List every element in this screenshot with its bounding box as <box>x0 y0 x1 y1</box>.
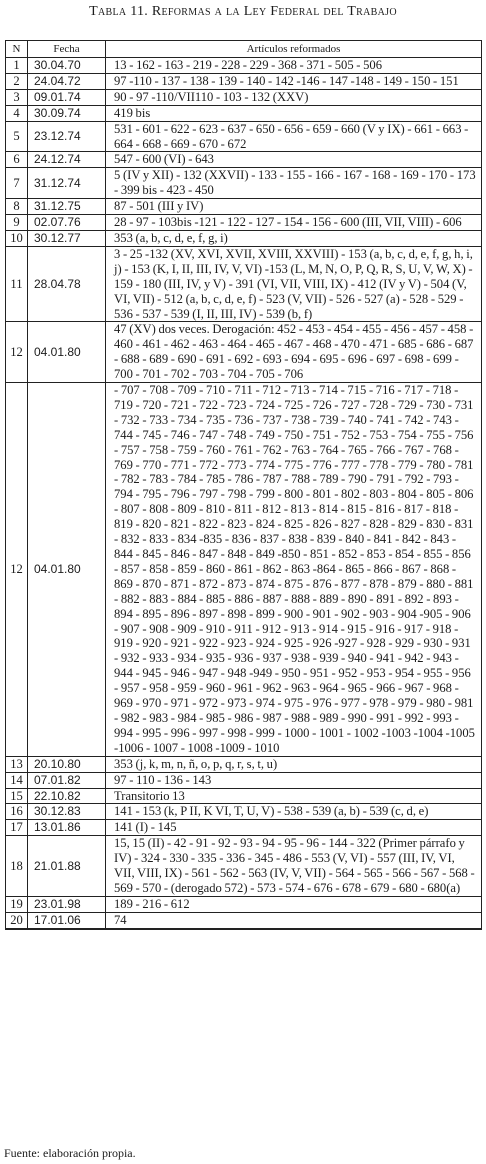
header-n: N <box>6 41 28 58</box>
row-date: 24.12.74 <box>28 152 106 168</box>
header-fecha: Fecha <box>28 41 106 58</box>
row-number: 2 <box>6 73 28 89</box>
row-articles: 97 -110 - 137 - 138 - 139 - 140 - 142 -146 - 147 -148 - 149 - 150 - 151 <box>106 73 482 89</box>
row-number: 4 <box>6 105 28 121</box>
table-row <box>6 788 482 804</box>
table-row <box>6 772 482 788</box>
row-date: 22.10.82 <box>28 788 106 804</box>
row-articles: 419 bis <box>106 105 482 121</box>
header-row <box>6 41 482 58</box>
row-articles: 97 - 110 - 136 - 143 <box>106 772 482 788</box>
table-row <box>6 836 482 897</box>
row-date: 28.04.78 <box>28 246 106 322</box>
row-articles: 547 - 600 (VI) - 643 <box>106 152 482 168</box>
row-date: 02.07.76 <box>28 215 106 231</box>
row-number: 18 <box>6 836 28 897</box>
row-number: 16 <box>6 804 28 820</box>
row-number: 3 <box>6 89 28 105</box>
header-articulos: Artículos reformados <box>106 41 482 58</box>
row-articles: 141 (I) - 145 <box>106 820 482 836</box>
table-row <box>6 756 482 772</box>
row-number: 13 <box>6 756 28 772</box>
row-date: 30.12.77 <box>28 230 106 246</box>
row-date: 31.12.74 <box>28 168 106 199</box>
row-articles: 531 - 601 - 622 - 623 - 637 - 650 - 656 - 659 - 660 (V y IX) - 661 - 663 - 664 - 668 - 669 - 670 - 672 <box>106 121 482 152</box>
table-row <box>6 820 482 836</box>
row-date: 30.09.74 <box>28 105 106 121</box>
row-articles: 47 (XV) dos veces. Derogación: 452 - 453 - 454 - 455 - 456 - 457 - 458 - 460 - 461 - 462 - 463 - 464 - 465 - 467 - 468 - 470 - 471 - 685 - 686 - 687 - 688 - 689 - 690 - 691 - 692 - 693 - 694 - 695 - 696 - 697 - 698 - 699 - 700 - 701 - 702 - 703 - 704 - 705 - 706 <box>106 322 482 383</box>
row-articles: 353 (j, k, m, n, ñ, o, p, q, r, s, t, u) <box>106 756 482 772</box>
source-note: Fuente: elaboración propia. <box>4 1146 136 1160</box>
table-title: Tabla 11. Reformas a la Ley Federal del Trabajo <box>89 4 397 19</box>
row-number: 20 <box>6 912 28 928</box>
row-number: 17 <box>6 820 28 836</box>
table-row <box>6 73 482 89</box>
table-row <box>6 804 482 820</box>
row-articles: - 707 - 708 - 709 - 710 - 711 - 712 - 713 - 714 - 715 - 716 - 717 - 718 - 719 - 720 - 721 - 722 - 723 - 724 - 725 - 726 - 727 - 728 - 729 - 730 - 731 - 732 - 733 - 734 - 735 - 736 - 737 - 738 - 739 - 740 - 741 - 742 - 743 - 744 - 745 - 746 - 747 - 748 - 749 - 750 - 751 - 752 - 753 - 754 - 755 - 756 - 757 - 758 - 759 - 760 - 761 - 762 - 763 - 764 - 765 - 766 - 767 - 768 - 769 - 770 - 771 - 772 - 773 - 774 - 775 - 776 - 777 - 778 - 779 - 780 - 781 - 782 - 783 - 784 - 785 - 786 - 787 - 788 - 789 - 790 - 791 - 792 - 793 - 794 - 795 - 796 - 797 - 798 - 799 - 800 - 801 - 802 - 803 - 804 - 805 - 806 - 807 - 808 - 809 - 810 - 811 - 812 - 813 - 814 - 815 - 816 - 817 - 818 - 819 - 820 - 821 - 822 - 823 - 824 - 825 - 826 - 827 - 828 - 829 - 830 - 831 - 832 - 833 - 834 -835 - 836 - 837 - 838 - 839 - 840 - 841 - 842 - 843 - 844 - 845 - 846 - 847 - 848 - 849 -850 - 851 - 852 - 853 - 854 - 855 - 856 - 857 - 858 - 859 - 860 - 861 - 862 - 863 -864 - 865 - 866 - 867 - 868 - 869 - 870 - 871 - 872 - 873 - 874 - 875 - 876 - 877 - 878 - 879 - 880 - 881 - 882 - 883 - 884 - 885 - 886 - 887 - 888 - 889 - 890 - 891 - 892 - 893 - 894 - 895 - 896 - 897 - 898 - 899 - 900 - 901 - 902 - 903 - 904 -905 - 906 - 907 - 908 - 909 - 910 - 911 - 912 - 913 - 914 - 915 - 916 - 917 - 918 - 919 - 920 - 921 - 922 - 923 - 924 - 925 - 926 -927 - 928 - 929 - 930 - 931 - 932 - 933 - 934 - 935 - 936 - 937 - 938 - 939 - 940 - 941 - 942 - 943 - 944 - 945 - 946 - 947 - 948 -949 - 950 - 951 - 952 - 953 - 954 - 955 - 956 - 957 - 958 - 959 - 960 - 961 - 962 - 963 - 964 - 965 - 966 - 967 - 968 - 969 - 970 - 971 - 972 - 973 - 974 - 975 - 976 - 977 - 978 - 979 - 980 - 981 - 982 - 983 - 984 - 985 - 986 - 987 - 988 - 989 - 990 - 991 - 992 - 993 - 994 - 995 - 996 - 997 - 998 - 999 - 1000 - 1001 - 1002 -1003 -1004 -1005 -1006 - 1007 - 1008 -1009 - 1010 <box>106 383 482 757</box>
table-row <box>6 215 482 231</box>
table-row <box>6 383 482 757</box>
row-articles: 3 - 25 -132 (XV, XVI, XVII, XVIII, XXVIII) - 153 (a, b, c, d, e, f, g, h, i, j) - 153 (K, I, II, III, IV, V, VI) -153 (L, M, N, O, P, Q, R, S, U, V, W, X) - 159 - 180 (III, IV, y V) - 391 (VI, VII, VIII, IX) - 412 (IV y V) - 504 (V, VI, VII) - 512 (a, b, c, d, e, f) - 523 (V, VII) - 526 - 527 (a) - 528 - 529 - 536 - 537 - 539 (I, II, III, IV) - 539 (b, f) <box>106 246 482 322</box>
row-date: 21.01.88 <box>28 836 106 897</box>
row-number: 14 <box>6 772 28 788</box>
row-number: 15 <box>6 788 28 804</box>
row-articles: 87 - 501 (III y IV) <box>106 199 482 215</box>
table-row <box>6 105 482 121</box>
table-row <box>6 928 482 929</box>
row-date <box>28 928 106 929</box>
table-row <box>6 121 482 152</box>
row-date: 31.12.75 <box>28 199 106 215</box>
row-number: 5 <box>6 121 28 152</box>
row-number: 7 <box>6 168 28 199</box>
row-articles: 90 - 97 -110/VII110 - 103 - 132 (XXV) <box>106 89 482 105</box>
row-articles: 353 (a, b, c, d, e, f, g, i) <box>106 230 482 246</box>
row-date: 04.01.80 <box>28 383 106 757</box>
table-row <box>6 230 482 246</box>
row-date: 23.12.74 <box>28 121 106 152</box>
row-articles: 28 - 97 - 103bis -121 - 122 - 127 - 154 - 156 - 600 (III, VII, VIII) - 606 <box>106 215 482 231</box>
reforms-table <box>5 40 482 930</box>
row-date: 23.01.98 <box>28 896 106 912</box>
row-articles: 141 - 153 (k, P II, K VI, T, U, V) - 538 - 539 (a, b) - 539 (c, d, e) <box>106 804 482 820</box>
row-number: 12 <box>6 383 28 757</box>
table-row <box>6 246 482 322</box>
row-articles: Transitorio 13 <box>106 788 482 804</box>
row-number: 19 <box>6 896 28 912</box>
row-date: 30.04.70 <box>28 58 106 74</box>
table-row <box>6 322 482 383</box>
row-date: 17.01.06 <box>28 912 106 928</box>
row-articles: 5 (IV y XII) - 132 (XXVII) - 133 - 155 - 166 - 167 - 168 - 169 - 170 - 173 - 399 bis - 423 - 450 <box>106 168 482 199</box>
row-date: 09.01.74 <box>28 89 106 105</box>
row-articles: 189 - 216 - 612 <box>106 896 482 912</box>
table-row <box>6 199 482 215</box>
table-row <box>6 168 482 199</box>
table-row <box>6 896 482 912</box>
table-row <box>6 89 482 105</box>
table-row <box>6 58 482 74</box>
row-date: 13.01.86 <box>28 820 106 836</box>
row-number: 12 <box>6 322 28 383</box>
row-number <box>6 928 28 929</box>
table-row <box>6 912 482 928</box>
row-articles: 15, 15 (II) - 42 - 91 - 92 - 93 - 94 - 95 - 96 - 144 - 322 (Primer párrafo y IV) - 324 - 330 - 335 - 336 - 345 - 486 - 553 (V, VI) - 557 (III, IV, VI, VII, VIII, IX) - 561 - 562 - 563 (IV, V, VII) - 564 - 565 - 566 - 567 - 568 - 569 - 570 - (derogado 572) - 573 - 574 - 676 - 678 - 679 - 680 - 680(a) <box>106 836 482 897</box>
row-number: 10 <box>6 230 28 246</box>
row-number: 11 <box>6 246 28 322</box>
table-row <box>6 152 482 168</box>
row-number: 9 <box>6 215 28 231</box>
row-date: 04.01.80 <box>28 322 106 383</box>
row-articles <box>106 928 482 929</box>
row-date: 20.10.80 <box>28 756 106 772</box>
row-number: 8 <box>6 199 28 215</box>
row-number: 1 <box>6 58 28 74</box>
row-number: 6 <box>6 152 28 168</box>
row-articles: 13 - 162 - 163 - 219 - 228 - 229 - 368 - 371 - 505 - 506 <box>106 58 482 74</box>
row-date: 24.04.72 <box>28 73 106 89</box>
row-articles: 74 <box>106 912 482 928</box>
row-date: 07.01.82 <box>28 772 106 788</box>
row-date: 30.12.83 <box>28 804 106 820</box>
